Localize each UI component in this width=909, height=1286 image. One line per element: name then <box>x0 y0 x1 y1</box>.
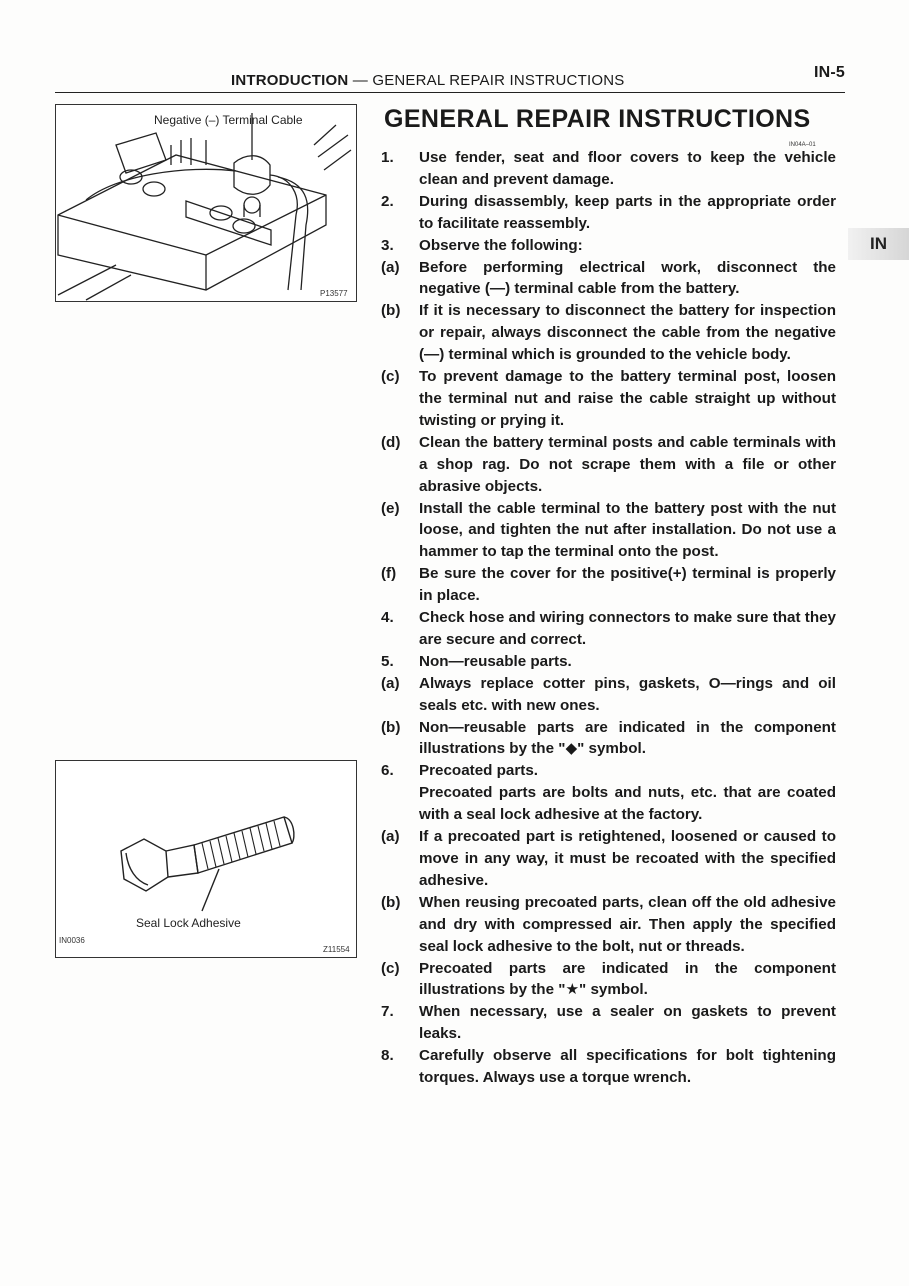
item-text: Non—reusable parts. <box>419 652 572 670</box>
item-label: 5. <box>381 652 394 670</box>
list-item <box>381 1045 836 1089</box>
item-text: Clean the battery terminal posts and cable terminals with a shop rag. Do not scrape them with a file or other abrasive objects. <box>419 433 836 495</box>
item-label: 2. <box>381 192 394 210</box>
header-rule <box>55 92 845 93</box>
list-item <box>381 782 836 826</box>
section-side-tab: IN <box>848 228 909 260</box>
item-text: Precoated parts are indicated in the component illustrations by the "★" symbol. <box>419 959 836 999</box>
figure-caption: Seal Lock Adhesive <box>136 916 241 930</box>
figure-code: P13577 <box>320 289 348 298</box>
item-text: Check hose and wiring connectors to make sure that they are secure and correct. <box>419 609 836 648</box>
item-text: When reusing precoated parts, clean off the old adhesive and dry with compressed air. Then apply the specified seal lock adhesive to the bolt, nut or threads. <box>419 893 836 955</box>
item-label: 6. <box>381 762 394 780</box>
item-text: Precoated parts. <box>419 762 539 780</box>
item-text: Before performing electrical work, disconnect the negative (—) terminal cable from the battery. <box>419 258 836 298</box>
item-label: (f) <box>381 565 397 583</box>
list-item <box>381 563 836 607</box>
list-item <box>381 366 836 432</box>
item-text: During disassembly, keep parts in the appropriate order to facilitate reassembly. <box>419 192 836 232</box>
list-item <box>381 235 836 257</box>
list-item <box>381 717 836 761</box>
list-item <box>381 300 836 366</box>
item-label: 4. <box>381 609 394 627</box>
item-label: (a) <box>381 674 400 692</box>
list-item <box>381 498 836 564</box>
list-item <box>381 760 836 782</box>
figure-battery-terminal <box>55 104 357 302</box>
item-label: 1. <box>381 149 394 166</box>
item-label: 3. <box>381 236 394 254</box>
item-label: (c) <box>381 368 400 386</box>
battery-illustration <box>56 105 356 301</box>
list-item <box>381 607 836 651</box>
item-text: Non—reusable parts are indicated in the component illustrations by the "◆" symbol. <box>419 718 836 758</box>
item-text: When necessary, use a sealer on gaskets to prevent leaks. <box>419 1003 836 1043</box>
figure-precoated-bolt <box>55 760 357 958</box>
item-text: Be sure the cover for the positive(+) terminal is properly in place. <box>419 565 836 605</box>
list-item <box>381 892 836 958</box>
list-item <box>381 257 836 301</box>
list-item <box>381 191 836 235</box>
item-label: (b) <box>381 302 401 320</box>
list-item <box>381 673 836 717</box>
header-section-rest: — GENERAL REPAIR INSTRUCTIONS <box>348 72 625 89</box>
item-text: If it is necessary to disconnect the battery for inspection or repair, always disconnect the cable from the negative (—) terminal which is grounded to the vehicle body. <box>419 302 836 364</box>
figure-caption: Negative (–) Terminal Cable <box>154 113 303 127</box>
instruction-list <box>381 147 836 1089</box>
item-text: Precoated parts are bolts and nuts, etc. that are coated with a seal lock adhesive at the factory. <box>419 784 836 824</box>
item-text: If a precoated part is retightened, loosened or caused to move in any way, it must be recoated with the specified adhesive. <box>419 828 836 889</box>
page-number: IN-5 <box>813 64 845 81</box>
item-text: To prevent damage to the battery terminal post, loosen the terminal nut and raise the cable straight up without twisting or prying it. <box>419 368 836 429</box>
figure-outer-code: IN0036 <box>59 936 85 945</box>
item-label: 7. <box>381 1003 394 1021</box>
page-title: GENERAL REPAIR INSTRUCTIONS <box>384 105 811 133</box>
item-text: Always replace cotter pins, gaskets, O—rings and oil seals etc. with new ones. <box>419 674 836 714</box>
list-item <box>381 651 836 673</box>
item-label: (a) <box>381 258 400 276</box>
item-text: Observe the following: <box>419 236 583 254</box>
figure-code: Z11554 <box>323 945 350 954</box>
item-label: (c) <box>381 959 400 977</box>
item-label: (e) <box>381 499 400 517</box>
list-item <box>381 432 836 498</box>
item-text: Install the cable terminal to the battery post with the nut loose, and tighten the nut after installation. Do not use a hammer to tap the terminal onto the post. <box>419 499 836 561</box>
list-item <box>381 147 836 191</box>
item-label: 8. <box>381 1047 394 1065</box>
item-label: (b) <box>381 893 401 911</box>
list-item <box>381 826 836 892</box>
reference-code: IN04A–01 <box>789 142 816 148</box>
header-section-bold: INTRODUCTION <box>231 72 349 89</box>
item-label: (b) <box>381 718 401 736</box>
item-label: (a) <box>381 828 400 846</box>
item-text: Use fender, seat and floor covers to keep the vehicle clean and prevent damage. <box>419 149 836 188</box>
item-label: (d) <box>381 433 401 451</box>
list-item <box>381 1001 836 1045</box>
item-text: Carefully observe all specifications for bolt tightening torques. Always use a torque wrench. <box>419 1047 836 1087</box>
list-item <box>381 958 836 1002</box>
header-section-title <box>231 72 624 89</box>
